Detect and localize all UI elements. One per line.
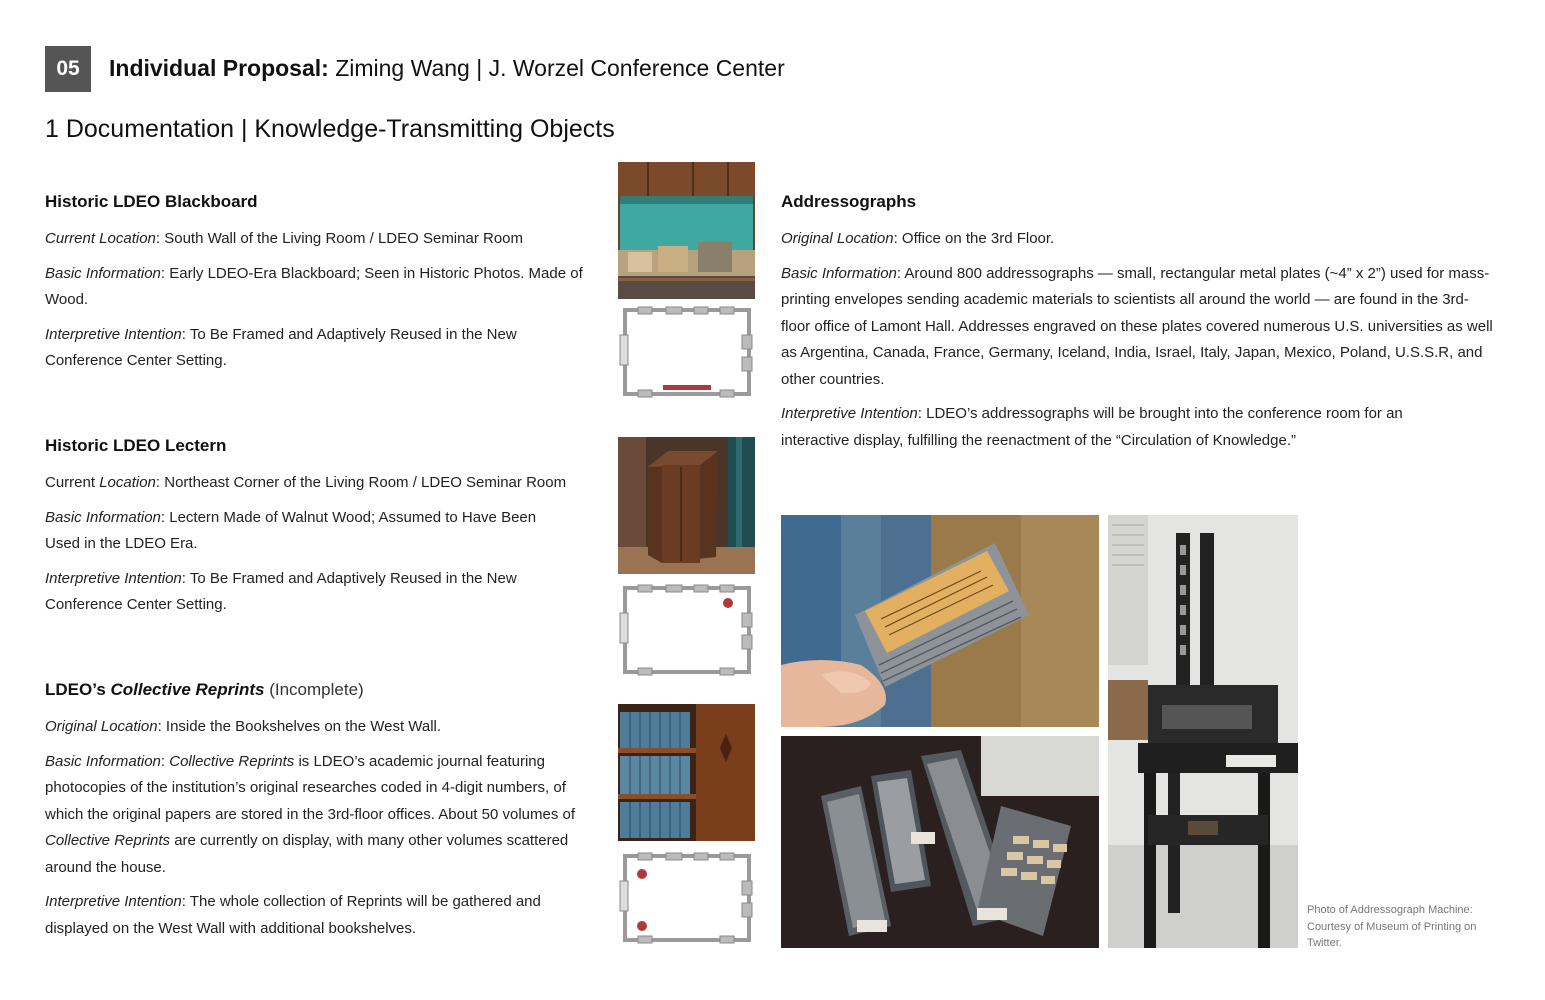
reprints-section: [45, 680, 595, 950]
lectern-intention-text: : To Be Framed and Adaptively Reused in the New Conference Center Setting.: [45, 569, 517, 613]
lectern-floor-plan: [618, 583, 755, 677]
lectern-location: [45, 470, 595, 497]
reprints-info-text-2: are currently on display, with many other volumes scattered around the house.: [45, 832, 569, 876]
lectern-info-text: : Lectern Made of Walnut Wood; Assumed to Have Been Used in the LDEO Era.: [45, 508, 537, 552]
addressograph-drawers-photo: [781, 736, 1099, 948]
reprints-location: [45, 714, 595, 741]
reprints-info-sep: :: [160, 752, 170, 770]
blackboard-intention-text: : To Be Framed and Adaptively Reused in the New Conference Center Setting.: [45, 325, 517, 369]
blackboard-section: [45, 192, 595, 383]
lectern-intention-label: Interpretive Intention: [45, 569, 182, 587]
section-number-badge: 05: [45, 46, 91, 92]
reprints-info-label: Basic Information: [45, 752, 161, 770]
lectern-section: [45, 436, 595, 627]
lectern-intention: [45, 566, 545, 619]
lectern-location-label: Location: [99, 474, 156, 491]
reprints-title: [45, 680, 595, 700]
page-title-bold: Individual Proposal:: [109, 55, 329, 81]
blackboard-info-text: : Early LDEO-Era Blackboard; Seen in Historic Photos. Made of Wood.: [45, 264, 583, 308]
reprints-location-label: Original Location: [45, 718, 158, 735]
reprints-intention: [45, 889, 585, 942]
reprints-title-italic: Collective Reprints: [110, 680, 265, 699]
lectern-photo: [618, 437, 755, 574]
reprints-photo: [618, 704, 755, 841]
reprints-info-italic-2: Collective Reprints: [45, 832, 171, 849]
reprints-info-text-1: is LDEO’s academic journal featuring photocopies of the institution’s original researches coded in 4-digit numbers, of which the original papers are stored in the 3rd-floor offices. About 50 volumes of: [45, 752, 576, 823]
blackboard-intention: [45, 322, 545, 375]
reprints-intention-label: Interpretive Intention: [45, 893, 182, 910]
blackboard-location-label: Current Location: [45, 230, 156, 247]
blackboard-intention-label: Interpretive Intention: [45, 325, 182, 343]
blackboard-title: Historic LDEO Blackboard: [45, 192, 258, 211]
reprints-title-note: (Incomplete): [264, 680, 364, 699]
page-title-rest: Ziming Wang | J. Worzel Conference Center: [328, 55, 785, 81]
lectern-title: Historic LDEO Lectern: [45, 436, 227, 455]
section-heading: 1 Documentation | Knowledge-Transmitting Objects: [45, 115, 615, 143]
addressographs-section: [781, 192, 1496, 462]
reprints-info-italic: Collective Reprints: [169, 752, 295, 770]
blackboard-floor-plan: [618, 305, 755, 399]
page-title: [109, 55, 785, 82]
addressograph-machine-photo: [1108, 515, 1298, 948]
addressographs-location-label: Original Location: [781, 230, 894, 247]
addressographs-info-label: Basic Information: [781, 264, 897, 282]
lectern-info: [45, 505, 565, 558]
photo-caption: Photo of Addressograph Machine: Courtesy of Museum of Printing on Twitter.: [1307, 904, 1477, 949]
blackboard-info-label: Basic Information: [45, 264, 161, 282]
reprints-info: [45, 749, 585, 882]
reprints-intention-text: : The whole collection of Reprints will be gathered and displayed on the West Wall with additional bookshelves.: [45, 893, 541, 937]
addressographs-location: [781, 226, 1496, 253]
lectern-location-prefix: Current: [45, 474, 100, 491]
lectern-info-label: Basic Information: [45, 508, 161, 526]
lectern-location-text: : Northeast Corner of the Living Room / LDEO Seminar Room: [155, 474, 567, 491]
addressographs-intention: [781, 401, 1441, 454]
blackboard-location: [45, 226, 595, 253]
blackboard-photo: [618, 162, 755, 299]
blackboard-location-text: : South Wall of the Living Room / LDEO Seminar Room: [155, 230, 524, 247]
addressograph-plate-photo: [781, 515, 1099, 727]
blackboard-info: [45, 261, 595, 314]
addressographs-info: [781, 261, 1496, 394]
addressographs-info-text: : Around 800 addressographs — small, rectangular metal plates (~4” x 2”) used for mass-printing envelopes sending academic materials to scientists all around the world — are found in the 3rd-floor office of Lamont Hall. Addresses engraved on these plates covered numerous U.S. universities as well as Argentina, Canada, France, Germany, Iceland, India, Israel, Italy, Japan, Mexico, Poland, U.S.S.R, and other countries.: [781, 264, 1493, 388]
addressographs-intention-text: : LDEO’s addressographs will be brought into the conference room for an interactive display, fulfilling the reenactment of the “Circulation of Knowledge.”: [781, 405, 1403, 449]
addressographs-title: Addressographs: [781, 192, 917, 211]
reprints-title-pre: LDEO’s: [45, 680, 111, 699]
addressographs-intention-label: Interpretive Intention: [781, 405, 918, 422]
reprints-floor-plan: [618, 851, 755, 945]
addressographs-location-text: : Office on the 3rd Floor.: [893, 230, 1055, 247]
reprints-location-text: : Inside the Bookshelves on the West Wall.: [157, 718, 442, 735]
